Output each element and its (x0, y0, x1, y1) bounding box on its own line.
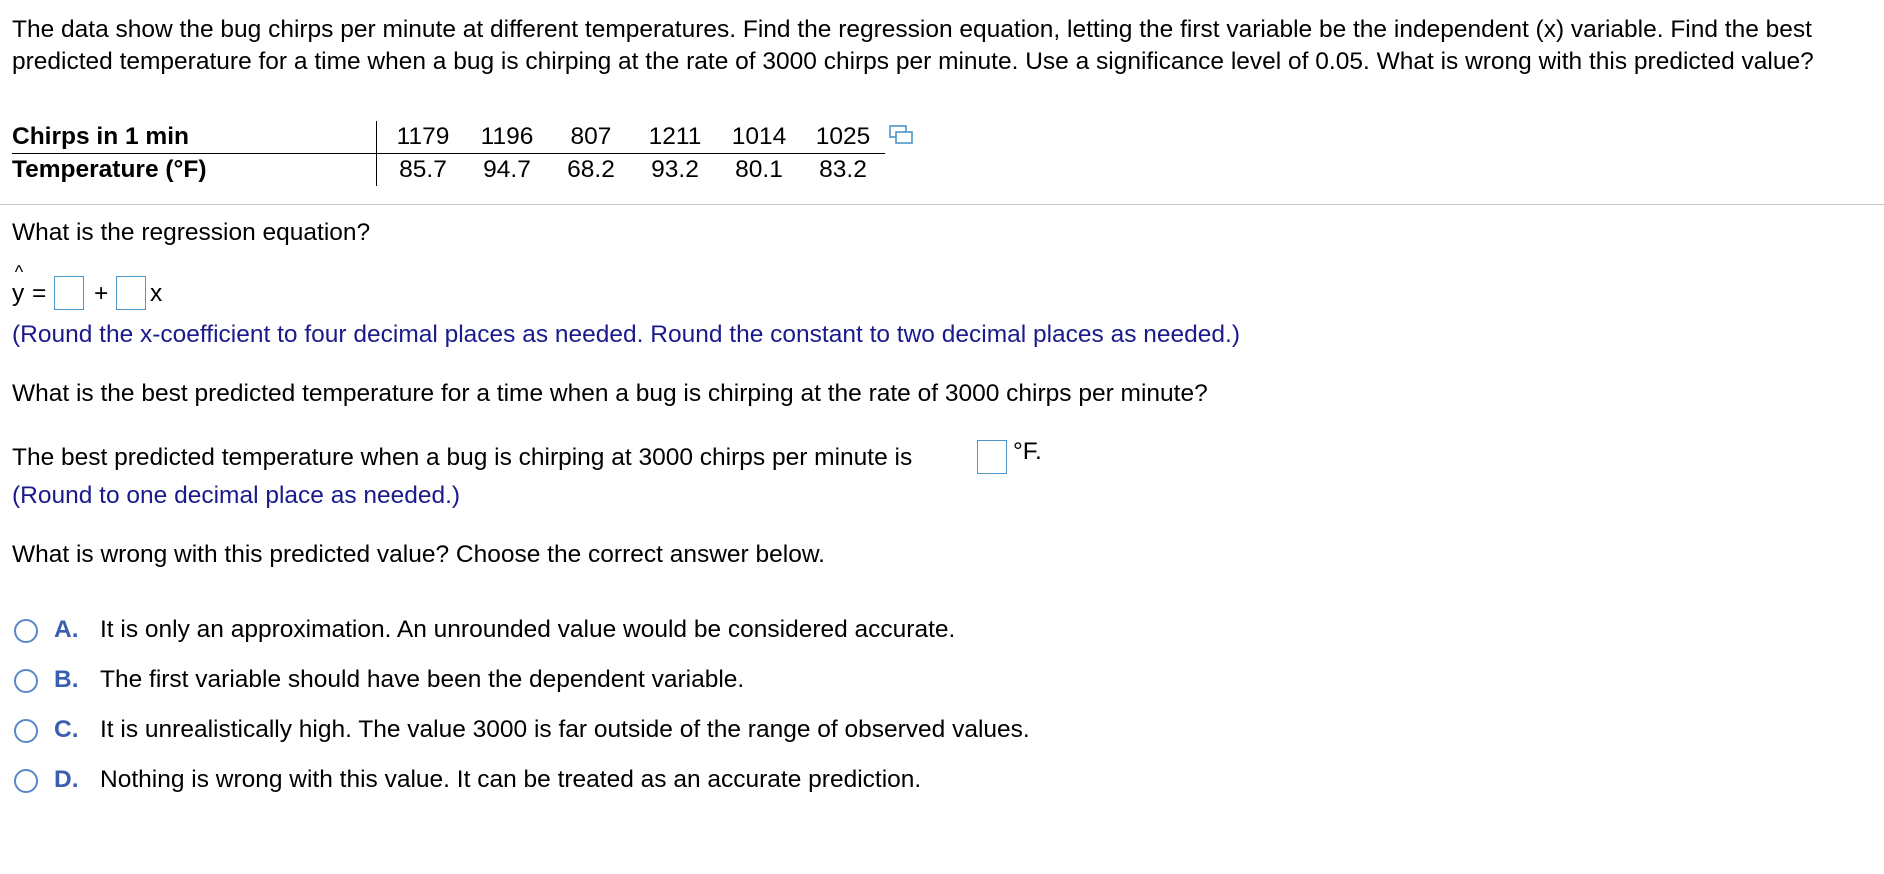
part2-sentence (12, 444, 912, 472)
radio-d[interactable] (14, 769, 38, 793)
constant-input[interactable] (54, 276, 84, 310)
fahrenheit-unit: °F. (1013, 438, 1042, 465)
radio-a[interactable] (14, 619, 38, 643)
choice-text: It is unrealistically high. The value 3000 is far outside of the range of observed values. (100, 716, 1030, 743)
part1-prompt: What is the regression equation? (12, 219, 371, 246)
part2-hint: (Round to one decimal place as needed.) (12, 482, 461, 509)
copy-cell (885, 121, 913, 154)
empty-cell (885, 154, 913, 187)
hat-symbol: ^ (14, 262, 24, 282)
data-table (12, 121, 913, 186)
choice-letter: D. (54, 766, 79, 793)
y-symbol: y (12, 280, 25, 307)
part2-prompt: What is the best predicted temperature for a time when a bug is chirping at the rate of 3000 chirps per minute? (12, 380, 1208, 407)
temperature-value: 83.2 (819, 156, 867, 183)
part1-hint: (Round the x-coefficient to four decimal places as needed. Round the constant to two decimal places as needed.) (12, 321, 1241, 348)
choice-letter: C. (54, 716, 79, 743)
chirps-value: 807 (549, 121, 633, 154)
chirps-value: 1196 (465, 121, 549, 154)
temperature-value: 85.7 (399, 156, 447, 183)
row-label-chirps: Chirps in 1 min (12, 121, 377, 154)
choice-letter: B. (54, 666, 79, 693)
chirps-value: 1211 (633, 121, 717, 154)
choice-text: It is only an approximation. An unrounded value would be considered accurate. (100, 616, 956, 643)
temperature-value: 93.2 (651, 156, 699, 183)
choice-letter: A. (54, 616, 79, 643)
temperature-value: 80.1 (735, 156, 783, 183)
radio-b[interactable] (14, 669, 38, 693)
choice-text: The first variable should have been the dependent variable. (100, 666, 745, 693)
prediction-sentence: The best predicted temperature when a bug is chirping at 3000 chirps per minute is (12, 444, 913, 471)
copy-data-icon[interactable] (889, 124, 913, 152)
chirps-value: 1025 (801, 121, 885, 154)
temperature-value: 94.7 (483, 156, 531, 183)
chirps-value: 1179 (377, 121, 466, 154)
x-variable: x (150, 280, 163, 307)
table-row-chirps (12, 121, 913, 154)
choice-text: Nothing is wrong with this value. It can be treated as an accurate prediction. (100, 766, 922, 793)
question-intro: The data show the bug chirps per minute at different temperatures. Find the regression equation, letting the first variable be the independent (x) variable. Find the best predicted temperature for a time when a bug is chirping at the rate of 3000 chirps per minute. Use a significance level of 0.05. What is wrong with this predicted value? (12, 16, 1814, 75)
section-divider (0, 204, 1884, 205)
plus-sign: + (94, 280, 109, 307)
radio-c[interactable] (14, 719, 38, 743)
table-row-temps (12, 154, 913, 187)
temperature-value: 68.2 (567, 156, 615, 183)
part3-prompt: What is wrong with this predicted value? Choose the correct answer below. (12, 541, 825, 568)
predicted-temperature-input[interactable] (977, 440, 1007, 474)
x-coefficient-input[interactable] (116, 276, 146, 310)
equals-sign: = (32, 280, 47, 307)
chirps-value: 1014 (717, 121, 801, 154)
y-hat-symbol (12, 262, 25, 308)
row-label-temperature: Temperature (°F) (12, 154, 377, 187)
